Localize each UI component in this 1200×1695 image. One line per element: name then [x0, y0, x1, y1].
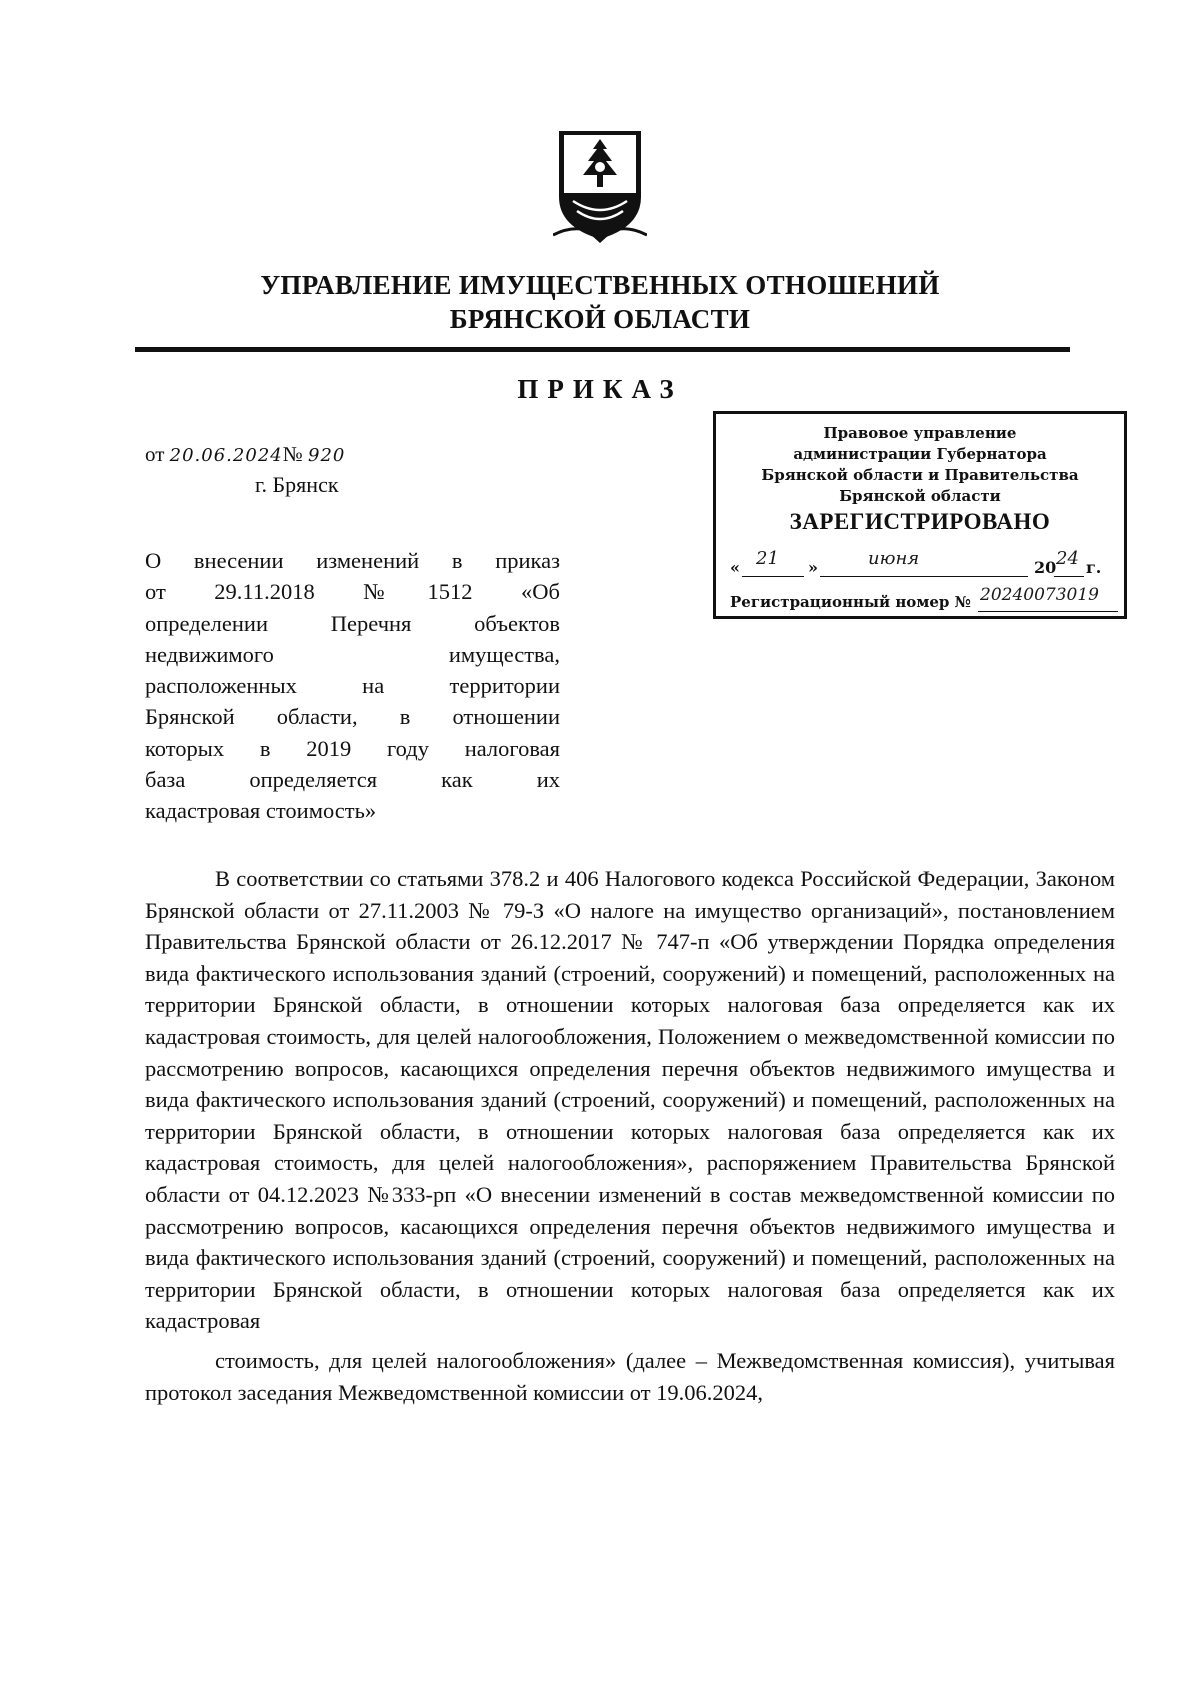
order-date-line [145, 442, 345, 467]
stamp-close-quote: » [808, 558, 818, 577]
coat-of-arms-icon [553, 127, 647, 243]
org-title-line-1: УПРАВЛЕНИЕ ИМУЩЕСТВЕННЫХ ОТНОШЕНИЙ [260, 270, 940, 300]
registration-stamp [713, 411, 1127, 619]
stamp-day: 21 [756, 548, 779, 569]
stamp-line-4: Брянской области [839, 487, 1001, 505]
stamp-year-prefix: 20 [1034, 558, 1057, 577]
stamp-regnum-label: Регистрационный номер № [730, 593, 971, 611]
order-date-prefix: от [145, 442, 165, 466]
subject-line: база определяется как их [145, 767, 560, 793]
subject-line: Брянской области, в отношении [145, 704, 560, 730]
stamp-date-row [730, 548, 1114, 580]
stamp-regnum: 20240073019 [980, 585, 1099, 605]
subject-line: О внесении изменений в приказ [145, 548, 560, 573]
organization-title [150, 268, 1050, 336]
stamp-line-1: Правовое управление [823, 424, 1017, 442]
stamp-year-suffix: 24 [1056, 548, 1079, 569]
order-number-sign: № [282, 442, 303, 466]
subject-line: кадастровая стоимость» [145, 798, 377, 824]
order-body [145, 863, 1115, 1408]
stamp-line-3: Брянской области и Правительства [761, 466, 1079, 484]
body-paragraph-2: стоимость, для целей налогообложения» (далее – Межведомственная комиссия), учитывая протокол заседания Межведомственной комиссии от 19.06.2024, [145, 1347, 1115, 1405]
header-divider [135, 347, 1070, 352]
order-number: 920 [308, 445, 346, 466]
stamp-status: ЗАРЕГИСТРИРОВАНО [789, 509, 1051, 534]
order-date: 20.06.2024 [169, 445, 283, 466]
subject-line: которых в 2019 году налоговая [145, 735, 560, 761]
stamp-month: июня [868, 548, 920, 569]
body-paragraph-1: В соответствии со статьями 378.2 и 406 Налогового кодекса Российской Федерации, Законом Брянской области от 27.11.2003 № 79-З «О налоге на имущество организаций», постановлением Правительства Брянской области от 26.12.2017 № 747-п «Об утверждении Порядка определения вида фактического использования зданий (строений, сооружений) и помещений, расположенных на территории Брянской области, в отношении которых налоговая база определяется как их кадастровая стоимость, для целей налогообложения, Положением о межведомственной комиссии по рассмотрению вопросов, касающихся определения перечня объектов недвижимого имущества и вида фактического использования зданий (строений, сооружений) и помещений, расположенных на территории Брянской области, в отношении которых налоговая база определяется как их кадастровая стоимость, для целей налогообложения», распоряжением Правительства Брянской области от 04.12.2023 №333-рп «О внесении изменений в состав межведомственной комиссии по рассмотрению вопросов, касающихся определения перечня объектов недвижимого имущества и вида фактического использования зданий (строений, сооружений) и помещений, расположенных на территории Брянской области, в отношении которых налоговая база определяется как их кадастровая [145, 866, 1115, 1334]
stamp-line-2: администрации Губернатора [793, 445, 1047, 463]
order-subject [145, 545, 560, 827]
subject-line: недвижимого имущества, [145, 641, 560, 667]
order-city: г. Брянск [255, 472, 339, 497]
stamp-month-underline [820, 552, 1028, 577]
stamp-open-quote: « [730, 558, 740, 577]
subject-line: от 29.11.2018 №1512 «Об [145, 579, 560, 605]
subject-line: расположенных на территории [145, 673, 560, 699]
org-title-line-2: БРЯНСКОЙ ОБЛАСТИ [449, 304, 751, 334]
document-type-title: ПРИКАЗ [517, 374, 683, 404]
subject-line: определении Перечня объектов [145, 610, 560, 636]
stamp-year-unit: г. [1086, 558, 1102, 577]
